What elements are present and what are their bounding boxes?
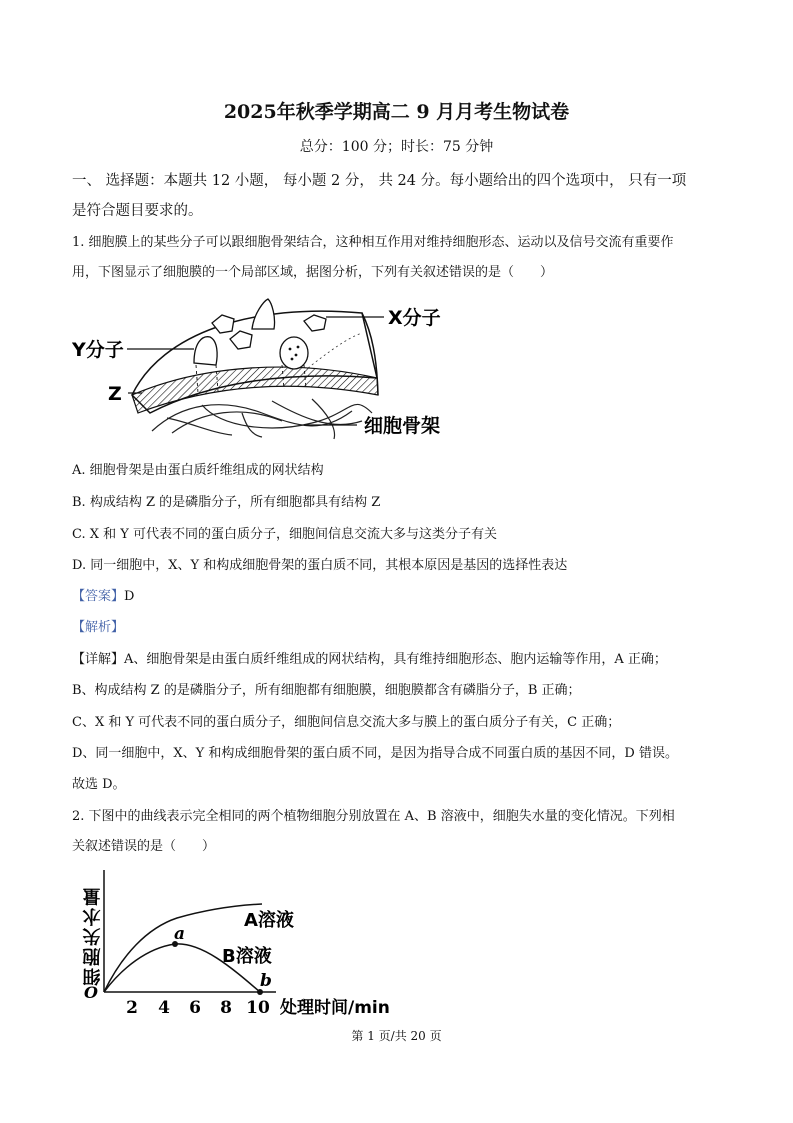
section-heading-line1: 一、 选择题：本题共 12 小题， 每小题 2 分， 共 24 分。每小题给出的四个选项中， 只有一项 xyxy=(72,173,687,189)
x-tick-4: 4 xyxy=(158,998,170,1018)
section-heading-line2: 是符合题目要求的。 xyxy=(72,203,203,219)
q1-detail-line4: D、同一细胞中，X、Y 和构成细胞骨架的蛋白质不同，是因为指导合成不同蛋白质的基因不同，D 错误。 xyxy=(72,746,678,761)
curve-b-label: B溶液 xyxy=(222,946,272,967)
cell-membrane-figure xyxy=(72,293,472,443)
point-a-label: a xyxy=(174,924,186,944)
y-axis-label: 细胞失水量 xyxy=(82,886,104,986)
label-y-molecule: Y分子 xyxy=(72,339,124,361)
answer-tag: 【答案】 xyxy=(72,589,125,604)
q2-stem-line2: 关叙述错误的是（ ） xyxy=(72,839,216,854)
page-title: 2025年秋季学期高二 9 月月考生物试卷 xyxy=(223,101,570,123)
answer-value: D xyxy=(124,589,135,604)
q1-detail-line2: B、构成结构 Z 的是磷脂分子，所有细胞都有细胞膜，细胞膜都含有磷脂分子，B 正确； xyxy=(72,683,581,698)
q1-option-a: A. 细胞骨架是由蛋白质纤维组成的网状结构 xyxy=(72,463,324,478)
x-tick-8: 8 xyxy=(220,998,232,1018)
detail-tag: 【详解】 xyxy=(72,652,125,667)
x-tick-6: 6 xyxy=(189,998,201,1018)
label-x-molecule: X分子 xyxy=(388,307,441,329)
q1-detail-line3: C、X 和 Y 可代表不同的蛋白质分子，细胞间信息交流大多与膜上的蛋白质分子有关，C 正确； xyxy=(72,715,621,730)
q1-stem-line2: 用，下图显示了细胞膜的一个局部区域，据图分析，下列有关叙述错误的是（ ） xyxy=(72,265,554,280)
q1-option-d: D. 同一细胞中，X、Y 和构成细胞骨架的蛋白质不同，其根本原因是基因的选择性表达 xyxy=(72,558,568,573)
water-loss-graph xyxy=(72,860,432,1020)
q1-option-b: B. 构成结构 Z 的是磷脂分子，所有细胞都具有结构 Z xyxy=(72,495,381,510)
detail-text-a: A、细胞骨架是由蛋白质纤维组成的网状结构，具有维持细胞形态、胞内运输等作用，A 正确； xyxy=(124,652,667,667)
page-footer: 第 1 页/共 20 页 xyxy=(351,1029,442,1043)
q2-stem-line1: 2. 下图中的曲线表示完全相同的两个植物细胞分别放置在 A、B 溶液中，细胞失水量的变化情况。下列相 xyxy=(72,809,675,824)
label-z: Z xyxy=(108,383,122,405)
cytoskeleton-fibers xyxy=(152,399,372,439)
q1-detail-line1 xyxy=(72,648,667,667)
q1-answer-line xyxy=(72,585,134,604)
x-tick-10: 10 xyxy=(246,998,270,1018)
x-axis-label: 处理时间/min xyxy=(280,998,390,1018)
x-tick-2: 2 xyxy=(126,998,138,1018)
q1-conclusion: 故选 D。 xyxy=(72,777,126,792)
point-b-label: b xyxy=(260,971,272,991)
cone-protein xyxy=(252,299,275,329)
q1-stem-line1: 1. 细胞膜上的某些分子可以跟细胞骨架结合，这种相互作用对维持细胞形态、运动以及信号交流有重要作 xyxy=(72,235,674,250)
origin-label: O xyxy=(84,983,98,1002)
analysis-tag: 【解析】 xyxy=(72,620,125,635)
curve-a-label: A溶液 xyxy=(244,910,294,931)
label-cytoskeleton: 细胞骨架 xyxy=(364,415,441,437)
q1-option-c: C. X 和 Y 可代表不同的蛋白质分子，细胞间信息交流大多与这类分子有关 xyxy=(72,527,497,542)
channel-protein xyxy=(280,337,308,369)
exam-meta: 总分：100 分；时长：75 分钟 xyxy=(299,139,494,155)
